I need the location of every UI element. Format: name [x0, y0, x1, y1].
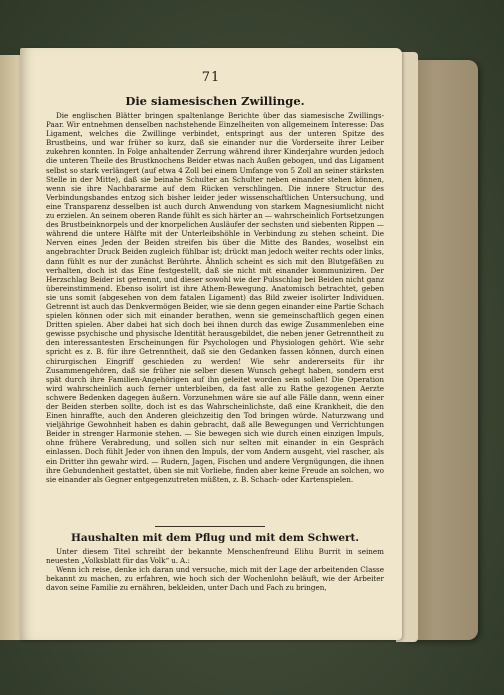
- section-plough-sword: [46, 532, 384, 592]
- book-page: [20, 48, 402, 640]
- section-divider: [155, 526, 265, 527]
- page-number: 71: [201, 70, 221, 85]
- section-body: [46, 111, 384, 484]
- paragraph: Wenn ich reise, denke ich daran und versuche, mich mit der Lage der arbeitenden Classe bekannt zu machen, zu erfahren, wie hoch sich der Wochenlohn beläuft, wie der Arbeiter davon seine Familie zu ernähren, bekleiden, unter Dach und Fach zu bringen,: [46, 565, 384, 593]
- section-body: [46, 547, 384, 592]
- paragraph: Unter diesem Titel schreibt der bekannte Menschenfreund Elihu Burrit in seinem neuesten „Volksblatt für das Volk“ u. A.:: [46, 547, 384, 566]
- paragraph: Die englischen Blätter bringen spaltenlange Berichte über das siamesische Zwillings-Paar. Wir entnehmen denselben nachstehende Einzelheiten von allgemeinem Interesse: Das Ligament, welches die Zwillinge verbindet, entspringt aus der unteren Spitze des Brustbeins, und war früher so kurz, daß sie einander nur die Vorderseite ihrer Leiber zukehren konnten. In Folge anhaltender Zerrung während ihrer Kinderjahre wurden jedoch die unteren Theile des Brustknochens Beider etwas nach Außen gebogen, und das Ligament selbst so stark verlängert (auf etwa 4 Zoll bei einem Umfange von 5 Zoll an seiner stärksten Stelle in der Mitte), daß sie beinahe Schulter an Schulter neben einander stehen können, wenn sie ihre Nachbararme auf dem Rücken verschlingen. Die innere Structur des Verbindungsbandes entzog sich bisher leider jeder wissenschaftlichen Untersuchung, und eine Transparenz desselben ist auch durch Anwendung von starkem Magnesiumlicht nicht zu erzielen. An seinem oberen Rande fühlt es sich härter an — wahrscheinlich Fortsetzungen des Brustbeinknorpels und der knorpelichen Ausläufer der sechsten und siebenten Rippen — während die untere Hälfte mit der Unterleibshöhle in Verbindung zu stehen scheint. Die Nerven eines Jeden der Beiden streifen bis über die Mitte des Bandes, woselbst ein angebrachter Druck Beiden zugleich fühlbar ist; drückt man jedoch weiter rechts oder links, dann fühlt es nur der zunächst Berührte. Ähnlich scheint es sich mit den Blutgefäßen zu verhalten, doch ist das Eine festgestellt, daß sie nicht mit einander kommuniziren. Der Herzschlag Beider ist getrennt, und dieser sowohl wie der Pulsschlag bei Beiden nicht ganz übereinstimmend. Ebenso isolirt ist ihre Athem-Bewegung. Anatomisch betrachtet, geben sie uns somit (abgesehen von dem fatalen Ligament) das Bild zweier isolirter Individuen. Getrennt ist auch das Denkvermögen Beider, wie sie denn gegen einander eine Partie Schach spielen können oder sich mit einander berathen, wenn sie gemeinschaftlich gegen einen Dritten spielen. Aber dabei hat sich doch bei ihnen durch das ewige Zusammenleben eine gewisse psychische und physische Identität herausgebildet, die neben jener Getrenntheit zu den interessantesten Erscheinungen für Psychologen und Physiologen gehört. Wie sehr spricht es z. B. für ihre Getrenntheit, daß sie den Gedanken fassen können, durch einen chirurgischen Eingriff geschieden zu werden! Wie sehr andererseits für ihr Zusammengehören, daß sie früher nie selber diesen Wunsch gehegt haben, sondern erst spät durch ihre Familien-Angehörigen auf ihn geleitet worden sein sollen! Die Operation wird wahrscheinlich auch ferner unterbleiben, da fast alle zu Rathe gezogenen Aerzte schwere Bedenken dagegen äußern. Vorzunehmen wäre sie auf alle Fälle dann, wenn einer der Beiden sterben sollte, doch ist es das Wahrscheinlichste, daß eine Krankheit, die den Einen hinraffte, auch den Anderen gleichzeitig den Tod bringen würde. Naturzwang und vieljährige Gewohnheit haben es dahin gebracht, daß alle Bewegungen und Verrichtungen Beider in strenger Harmonie stehen. — Sie bewegen sich wie durch einen einzigen Impuls, ohne frühere Verabredung, und sollen sich nur selten mit einander in ein Gespräch einlassen. Doch fühlt Jeder von ihnen den Impuls, der vom Andern ausgeht, viel rascher, als ein Dritter ihn gewahr wird. — Rudern, Jagen, Fischen und andere Vergnügungen, die ihnen ihre Gebundenheit gestattet, üben sie mit Vorliebe, finden aber keine Freude an solchen, wo sie einander als Gegner entgegenzutreten müßten, z. B. Schach- oder Kartenspielen.: [46, 111, 384, 484]
- section-siamese-twins: [46, 94, 384, 484]
- left-page-edge: [0, 55, 22, 640]
- section-heading: Haushalten mit dem Pflug und mit dem Schwert.: [70, 532, 360, 544]
- section-heading: Die siamesischen Zwillinge.: [125, 94, 305, 108]
